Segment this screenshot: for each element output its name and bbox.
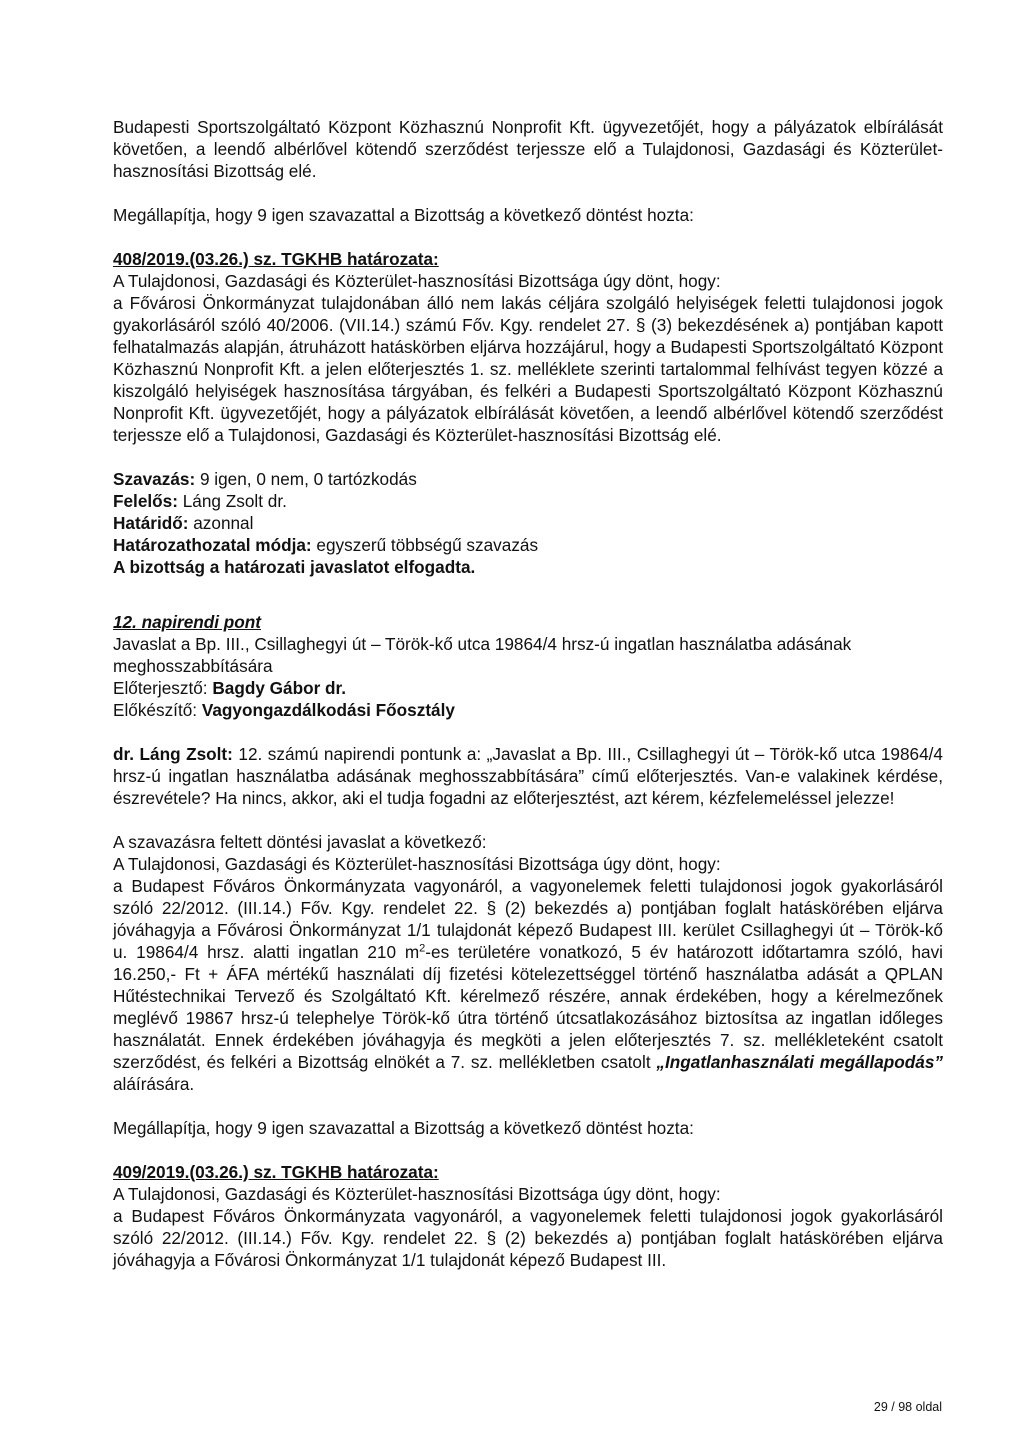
vote-line [113,468,943,490]
proposal-block [113,831,943,1095]
resolution-409-title: 409/2019.(03.26.) sz. TGKHB határozata: [113,1162,439,1182]
paragraph-intro: Budapesti Sportszolgáltató Központ Közhasznú Nonprofit Kft. ügyvezetőjét, hogy a pályázatok elbírálását követően, a leendő albérlővel kötendő szerződést terjessze elő a Tulajdonosi, Gazdasági és Közterület-hasznosítási Bizottság elé. [113,117,943,181]
decision-statement: Megállapítja, hogy 9 igen szavazattal a Bizottság a következő döntést hozta: [113,205,694,225]
vote-value: 9 igen, 0 nem, 0 tartózkodás [195,469,417,489]
accepted-statement: A bizottság a határozati javaslatot elfogadta. [113,557,476,577]
speech-paragraph [113,743,943,809]
page-number: 29 / 98 oldal [873,1400,942,1414]
preparer-label: Előkészítő: [113,700,202,720]
agenda-title: Javaslat a Bp. III., Csillaghegyi út – Török-kő utca 19864/4 hrsz-ú ingatlan használatba adásának meghosszabbítására [113,634,852,676]
proposal-committee: A Tulajdonosi, Gazdasági és Közterület-hasznosítási Bizottsága úgy dönt, hogy: [113,854,721,874]
proposal-body-b: -es területére vonatkozó, 5 év határozott időtartamra szóló, havi 16.250,- Ft + ÁFA mértékű használati díj fizetési kötelezettséggel történő használatba adását a QPLAN Hűtéstechnikai Tervező és Szolgáltató Kft. kérelmező részére, annak érdekében, hogy a kérelmezőnek meglévő 19867 hrsz-ú telephelye Török-kő útra történő útcsatlakozásához biztosítsa az ingatlan időleges használatát. Ennek érdekében jóváhagyja és megköti a jelen előterjesztés 7. sz. mellékleteként csatolt szerződést, és felkéri a Bizottság elnökét a 7. sz. mellékletben csatolt [113,942,943,1072]
deadline-line [113,512,943,534]
page-content [113,116,943,1271]
agenda-heading: 12. napirendi pont [113,612,262,632]
proposal-body [113,875,943,1095]
deadline-label: Határidő: [113,513,189,533]
resolution-409-body: a Budapest Főváros Önkormányzata vagyonáról, a vagyonelemek feletti tulajdonosi jogok gyakorlásáról szóló 22/2012. (III.14.) Főv. Kgy. rendelet 22. § (2) bekezdés a) pontjában foglalt hatáskörében eljárva jóváhagyja a Fővárosi Önkormányzat 1/1 tulajdonát képező Budapest III. [113,1206,943,1270]
proposal-body-c: aláírására. [113,1074,195,1094]
preparer-line [113,699,943,721]
decision-statement-2: Megállapítja, hogy 9 igen szavazattal a Bizottság a következő döntést hozta: [113,1118,694,1138]
proposal-intro: A szavazásra feltett döntési javaslat a következő: [113,832,487,852]
presenter-value: Bagdy Gábor dr. [212,678,347,698]
voting-method-line [113,534,943,556]
presenter-label: Előterjesztő: [113,678,213,698]
vote-block [113,468,943,578]
resolution-408-body: a Fővárosi Önkormányzat tulajdonában álló nem lakás céljára szolgáló helyiségek feletti tulajdonosi jogok gyakorlásáról szóló 40/2006. (VII.14.) számú Főv. Kgy. rendelet 27. § (3) bekezdésének a) pontjában kapott felhatalmazás alapján, átruházott hatáskörben eljárva hozzájárul, hogy a Budapesti Sportszolgáltató Központ Közhasznú Nonprofit Kft. a jelen előterjesztés 1. sz. melléklete szerinti tartalommal felhívást tegyen közzé a kiszolgáló helyiségek hasznosítása tárgyában, és felkéri a Budapesti Sportszolgáltató Központ Közhasznú Nonprofit Kft. ügyvezetőjét, hogy a pályázatok elbírálását követően, a leendő albérlővel kötendő szerződést terjessze elő a Tulajdonosi, Gazdasági és Közterület-hasznosítási Bizottság elé. [113,293,943,445]
presenter-line [113,677,943,699]
agenda-block [113,611,943,721]
deadline-value: azonnal [188,513,254,533]
responsible-label: Felelős: [113,491,178,511]
resolution-409-intro: A Tulajdonosi, Gazdasági és Közterület-hasznosítási Bizottsága úgy dönt, hogy: [113,1184,721,1204]
proposal-body-a: a Budapest Főváros Önkormányzata vagyonáról, a vagyonelemek feletti tulajdonosi jogok gyakorlásáról szóló 22/2012. (III.14.) Főv. Kgy. rendelet 22. § (2) bekezdés a) pontjában foglalt hatáskörében eljárva jóváhagyja a Fővárosi Önkormányzat 1/1 tulajdonát képező Budapest III. kerület Csillaghegyi út – Török-kő u. 19864/4 hrsz. alatti ingatlan 210 m [113,876,943,962]
voting-method-label: Határozathozatal módja: [113,535,312,555]
agreement-title: „Ingatlanhasználati megállapodás” [656,1052,943,1072]
voting-method-value: egyszerű többségű szavazás [311,535,539,555]
responsible-line [113,490,943,512]
area-superscript: 2 [419,942,426,955]
resolution-408-intro: A Tulajdonosi, Gazdasági és Közterület-hasznosítási Bizottsága úgy dönt, hogy: [113,271,721,291]
responsible-value: Láng Zsolt dr. [177,491,287,511]
speech-text: 12. számú napirendi pontunk a: „Javaslat a Bp. III., Csillaghegyi út – Török-kő utca 19864/4 hrsz-ú ingatlan használatba adásának meghosszabbítására” című előterjesztés. Van-e valakinek kérdése, észrevétele? Ha nincs, akkor, aki el tudja fogadni az előterjesztést, azt kérem, kézfelemeléssel jelezze! [113,744,943,808]
speaker-name: dr. Láng Zsolt: [113,744,233,764]
vote-label: Szavazás: [113,469,196,489]
preparer-value: Vagyongazdálkodási Főosztály [201,700,455,720]
resolution-408-title: 408/2019.(03.26.) sz. TGKHB határozata: [113,249,439,269]
